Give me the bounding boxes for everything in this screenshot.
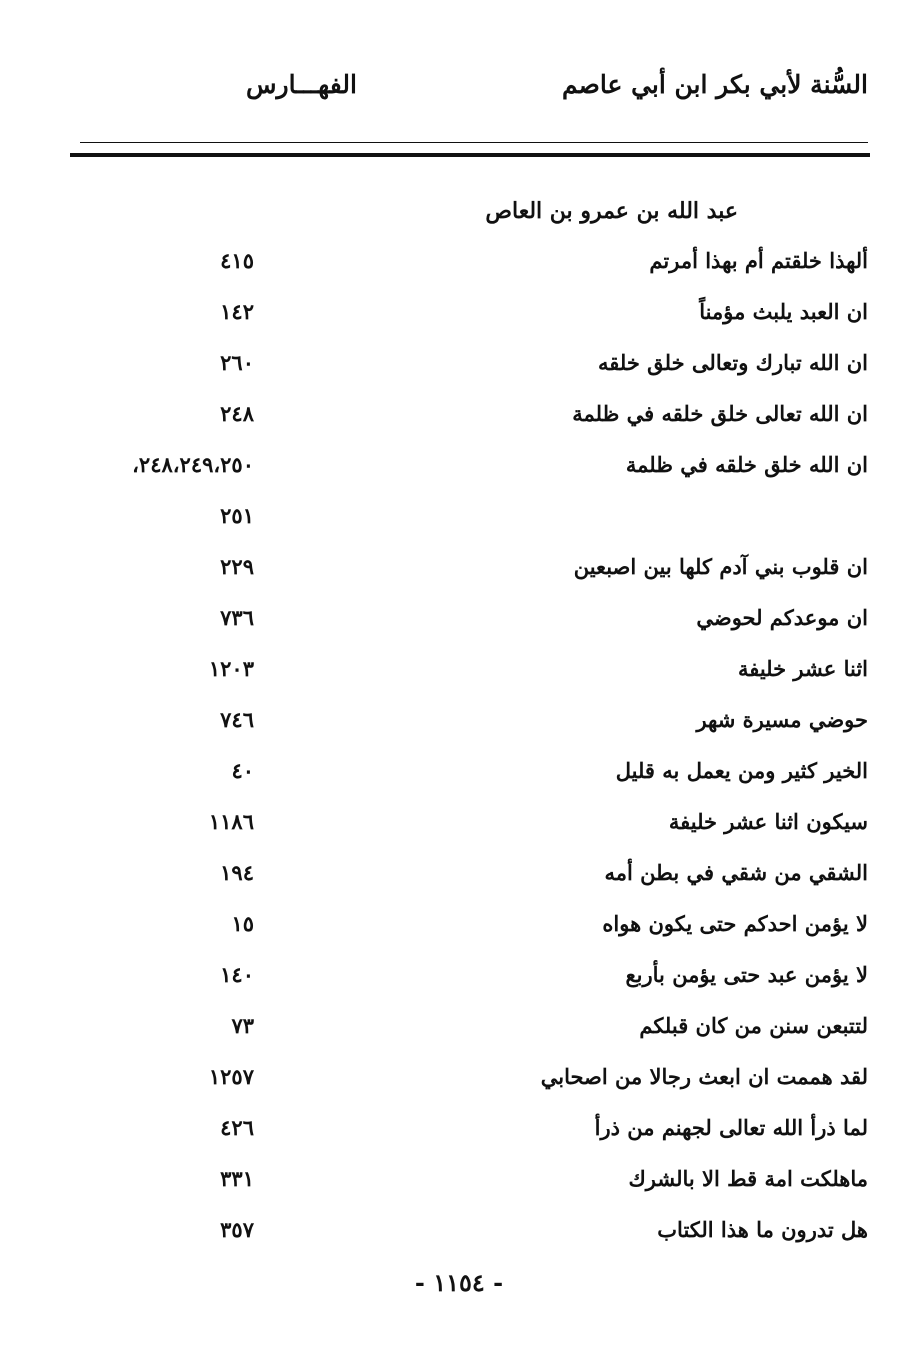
- index-entry: [0, 903, 918, 954]
- entry-text: ان العبد يلبث مؤمناً: [699, 299, 868, 324]
- entry-reference: ٤٠: [231, 758, 254, 783]
- index-entry: [0, 240, 918, 291]
- hadith-index-list: [0, 240, 918, 1260]
- entry-text: الشقي من شقي في بطن أمه: [604, 860, 868, 885]
- index-entry: [0, 1005, 918, 1056]
- entry-reference: ١٤٠: [220, 962, 254, 987]
- entry-reference: ١٢٥٧: [208, 1064, 254, 1089]
- entry-reference: ٤١٥: [220, 248, 254, 273]
- entry-reference: ٢٤٨،٢٤٩،٢٥٠،: [132, 452, 254, 477]
- entry-text: ان قلوب بني آدم كلها بين اصبعين: [573, 554, 868, 579]
- header-rule-thick: [70, 153, 870, 157]
- entry-text: ان الله تعالى خلق خلقه في ظلمة: [572, 401, 868, 426]
- entry-text: ان موعدكم لحوضي: [696, 605, 868, 630]
- entry-text: لا يؤمن عبد حتى يؤمن بأربع: [625, 962, 868, 987]
- entry-reference: ٧٣: [231, 1013, 254, 1038]
- index-entry: [0, 495, 918, 546]
- entry-text: حوضي مسيرة شهر: [696, 707, 868, 732]
- entry-reference: ٢٢٩: [220, 554, 254, 579]
- entry-reference: ١٥: [231, 911, 254, 936]
- index-entry: [0, 393, 918, 444]
- entry-text: سيكون اثنا عشر خليفة: [668, 809, 868, 834]
- entry-reference: ٣٣١: [220, 1166, 254, 1191]
- entry-reference: ١٢٠٣: [208, 656, 254, 681]
- index-entry: [0, 699, 918, 750]
- book-title: السُّنة لأبي بكر ابن أبي عاصم: [561, 70, 868, 99]
- entry-text: لا يؤمن احدكم حتى يكون هواه: [602, 911, 868, 936]
- index-entry: [0, 750, 918, 801]
- entry-text: اثنا عشر خليفة: [737, 656, 868, 681]
- entry-text: لما ذرأ الله تعالى لجهنم من ذرأ: [594, 1115, 868, 1140]
- entry-text: هل تدرون ما هذا الكتاب: [657, 1217, 868, 1242]
- entry-reference: ٣٥٧: [220, 1217, 254, 1242]
- entry-text: لقد هممت ان ابعث رجالا من اصحابي: [540, 1064, 868, 1089]
- entry-reference: ٤٢٦: [220, 1115, 254, 1140]
- entry-text: ألهذا خلقتم أم بهذا أمرتم: [649, 248, 868, 273]
- index-entry: [0, 801, 918, 852]
- index-entry: [0, 1209, 918, 1260]
- entry-text: الخير كثير ومن يعمل به قليل: [615, 758, 868, 783]
- index-entry: [0, 546, 918, 597]
- page-number: - ١١٥٤ -: [414, 1268, 504, 1297]
- index-entry: [0, 1056, 918, 1107]
- entry-reference: ٧٤٦: [220, 707, 254, 732]
- index-entry: [0, 342, 918, 393]
- narrator-heading: عبد الله بن عمرو بن العاص: [485, 198, 738, 224]
- index-entry: [0, 648, 918, 699]
- entry-reference: ١٤٢: [220, 299, 254, 324]
- entry-reference: ٢٦٠: [220, 350, 254, 375]
- entry-reference: ١١٨٦: [208, 809, 254, 834]
- header-rule-thin: [80, 142, 868, 143]
- section-title: الفهـــارس: [246, 70, 357, 99]
- index-entry: [0, 444, 918, 495]
- entry-text: ماهلكت امة قط الا بالشرك: [628, 1166, 868, 1191]
- index-entry: [0, 954, 918, 1005]
- index-entry: [0, 291, 918, 342]
- index-entry: [0, 597, 918, 648]
- entry-text: ان الله خلق خلقه في ظلمة: [625, 452, 868, 477]
- entry-reference: ٢٤٨: [220, 401, 254, 426]
- entry-reference: ١٩٤: [220, 860, 254, 885]
- entry-text: لتتبعن سنن من كان قبلكم: [639, 1013, 868, 1038]
- index-entry: [0, 1158, 918, 1209]
- entry-reference: ٢٥١: [220, 503, 254, 528]
- index-entry: [0, 852, 918, 903]
- entry-reference: ٧٣٦: [220, 605, 254, 630]
- index-entry: [0, 1107, 918, 1158]
- entry-text: ان الله تبارك وتعالى خلق خلقه: [598, 350, 868, 375]
